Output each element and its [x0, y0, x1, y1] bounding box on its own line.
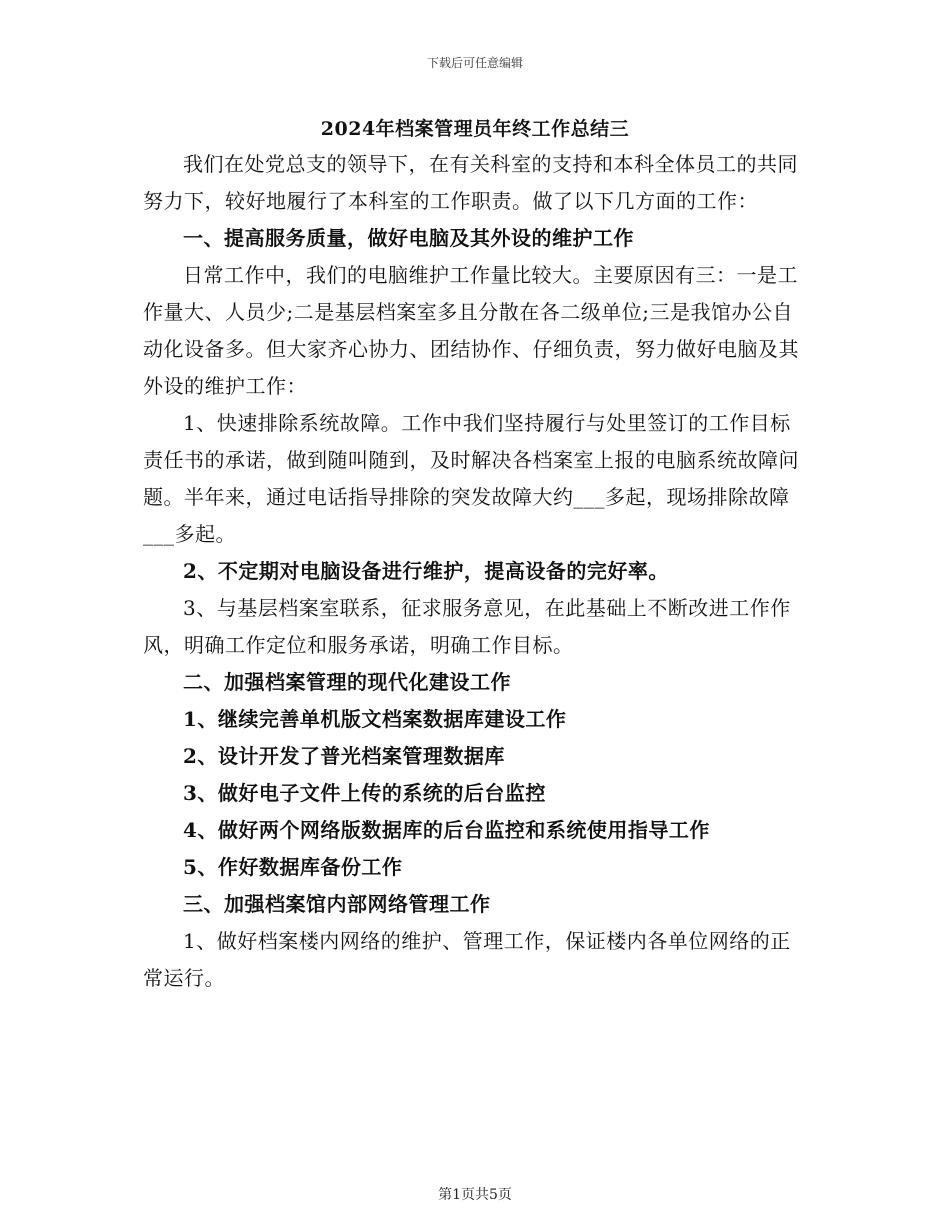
paragraph-fault-fixing: 1、快速排除系统故障。工作中我们坚持履行与处里签订的工作目标责任书的承诺，做到随叫随到，及时解决各档案室上报的电脑系统故障问题。半年来，通过电话指导排除的突发故障大约___多起，现场排除故障___多起。: [143, 411, 799, 546]
section-heading-2: 二、加强档案管理的现代化建设工作: [183, 670, 511, 694]
list-item-2: 2、设计开发了普光档案管理数据库: [183, 744, 505, 768]
list-item-3: 3、做好电子文件上传的系统的后台监控: [183, 781, 546, 805]
page-number: 第1页共5页: [438, 1187, 512, 1203]
document-title: 2024年档案管理员年终工作总结三: [320, 118, 630, 140]
section-heading-3: 三、加强档案馆内部网络管理工作: [183, 892, 491, 916]
paragraph-network: 1、做好档案楼内网络的维护、管理工作，保证楼内各单位网络的正常运行。: [143, 929, 791, 990]
paragraph-maintenance: 日常工作中，我们的电脑维护工作量比较大。主要原因有三：一是工作量大、人员少;二是基层档案室多且分散在各二级单位;三是我馆办公自动化设备多。但大家齐心协力、团结协作、仔细负责，努力做好电脑及其外设的维护工作：: [143, 263, 799, 398]
list-item-1: 1、继续完善单机版文档案数据库建设工作: [183, 707, 567, 731]
paragraph-contact: 3、与基层档案室联系，征求服务意见，在此基础上不断改进工作作风，明确工作定位和服务承诺，明确工作目标。: [143, 596, 791, 657]
document-body: [143, 146, 809, 997]
header-note: 下载后可任意编辑: [426, 56, 523, 70]
section-heading-1: 一、提高服务质量，做好电脑及其外设的维护工作: [183, 226, 634, 250]
list-item-4: 4、做好两个网络版数据库的后台监控和系统使用指导工作: [183, 818, 710, 842]
bold-item-maintenance: 2、不定期对电脑设备进行维护，提高设备的完好率。: [183, 559, 669, 583]
list-item-5: 5、作好数据库备份工作: [183, 855, 403, 879]
intro-paragraph: 我们在处党总支的领导下，在有关科室的支持和本科全体员工的共同努力下，较好地履行了本科室的工作职责。做了以下几方面的工作：: [143, 152, 798, 213]
